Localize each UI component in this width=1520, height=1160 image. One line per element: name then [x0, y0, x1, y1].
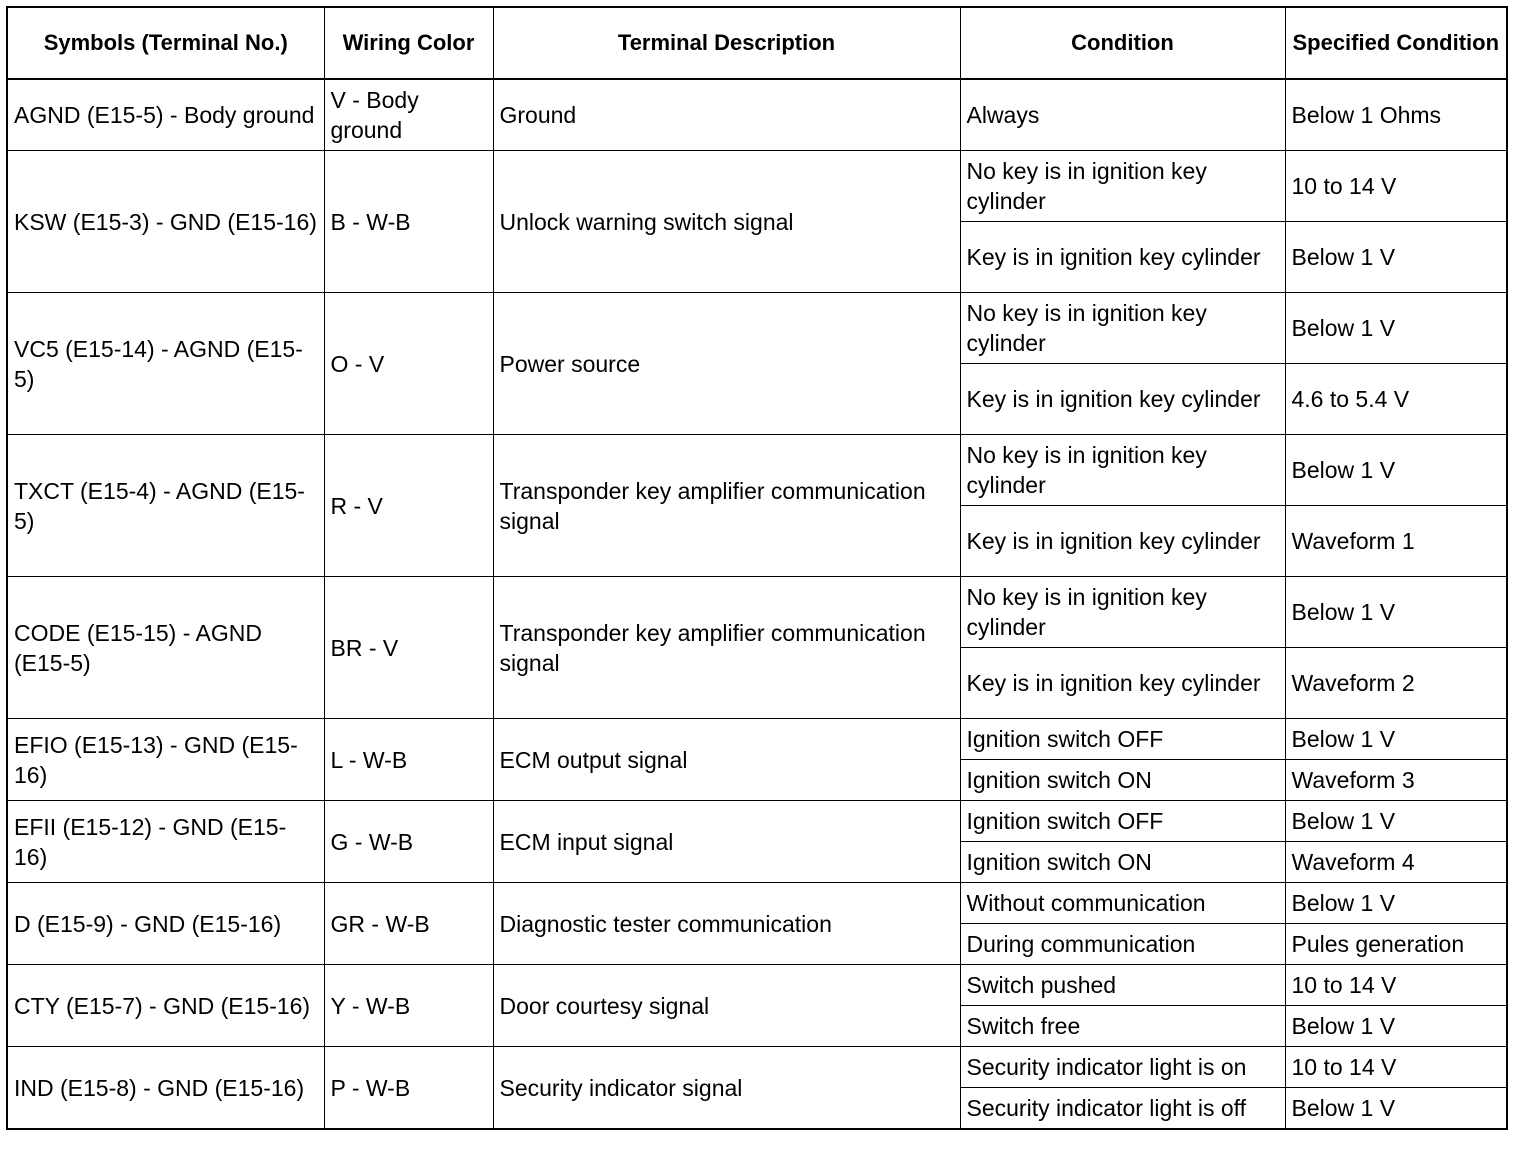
symbols-cell: CODE (E15-15) - AGND (E15-5): [7, 577, 324, 719]
terminal-description-cell: Transponder key amplifier communication signal: [493, 435, 960, 577]
table-row: [7, 801, 1507, 842]
table-row: [7, 883, 1507, 924]
header-specified-condition: Specified Condition: [1285, 7, 1507, 79]
terminal-description-cell: Ground: [493, 79, 960, 151]
table-row: [7, 151, 1507, 222]
condition-cell: During communication: [960, 924, 1285, 965]
table-row: [7, 577, 1507, 648]
specified-condition-cell: 10 to 14 V: [1285, 965, 1507, 1006]
table-body: [7, 79, 1507, 1129]
condition-cell: Security indicator light is on: [960, 1047, 1285, 1088]
symbols-cell: D (E15-9) - GND (E15-16): [7, 883, 324, 965]
specified-condition-cell: 10 to 14 V: [1285, 1047, 1507, 1088]
condition-cell: Key is in ignition key cylinder: [960, 648, 1285, 719]
condition-cell: Key is in ignition key cylinder: [960, 506, 1285, 577]
terminal-description-cell: Door courtesy signal: [493, 965, 960, 1047]
specified-condition-cell: Waveform 4: [1285, 842, 1507, 883]
specified-condition-cell: Below 1 V: [1285, 719, 1507, 760]
specified-condition-cell: Below 1 V: [1285, 1006, 1507, 1047]
terminal-description-cell: ECM output signal: [493, 719, 960, 801]
condition-cell: Ignition switch OFF: [960, 801, 1285, 842]
terminal-description-cell: ECM input signal: [493, 801, 960, 883]
table-row: [7, 435, 1507, 506]
specified-condition-cell: 4.6 to 5.4 V: [1285, 364, 1507, 435]
header-symbols: Symbols (Terminal No.): [7, 7, 324, 79]
condition-cell: Switch free: [960, 1006, 1285, 1047]
specified-condition-cell: Waveform 2: [1285, 648, 1507, 719]
condition-cell: Key is in ignition key cylinder: [960, 222, 1285, 293]
condition-cell: No key is in ignition key cylinder: [960, 435, 1285, 506]
terminal-description-cell: Unlock warning switch signal: [493, 151, 960, 293]
specified-condition-cell: Below 1 V: [1285, 801, 1507, 842]
terminal-description-cell: Diagnostic tester communication: [493, 883, 960, 965]
specified-condition-cell: Below 1 Ohms: [1285, 79, 1507, 151]
wiring-color-cell: Y - W-B: [324, 965, 493, 1047]
terminal-spec-table: [6, 6, 1508, 1130]
condition-cell: No key is in ignition key cylinder: [960, 577, 1285, 648]
table-row: [7, 965, 1507, 1006]
condition-cell: No key is in ignition key cylinder: [960, 151, 1285, 222]
wiring-color-cell: V - Body ground: [324, 79, 493, 151]
condition-cell: Ignition switch OFF: [960, 719, 1285, 760]
table-row: [7, 1047, 1507, 1088]
specified-condition-cell: Below 1 V: [1285, 435, 1507, 506]
symbols-cell: EFII (E15-12) - GND (E15-16): [7, 801, 324, 883]
wiring-color-cell: GR - W-B: [324, 883, 493, 965]
specified-condition-cell: Pules generation: [1285, 924, 1507, 965]
header-terminal-description: Terminal Description: [493, 7, 960, 79]
symbols-cell: VC5 (E15-14) - AGND (E15-5): [7, 293, 324, 435]
specified-condition-cell: 10 to 14 V: [1285, 151, 1507, 222]
condition-cell: Security indicator light is off: [960, 1088, 1285, 1130]
table-row: [7, 293, 1507, 364]
wiring-color-cell: R - V: [324, 435, 493, 577]
condition-cell: Ignition switch ON: [960, 760, 1285, 801]
wiring-color-cell: G - W-B: [324, 801, 493, 883]
header-wiring-color: Wiring Color: [324, 7, 493, 79]
terminal-description-cell: Security indicator signal: [493, 1047, 960, 1130]
condition-cell: Key is in ignition key cylinder: [960, 364, 1285, 435]
specified-condition-cell: Below 1 V: [1285, 577, 1507, 648]
specified-condition-cell: Below 1 V: [1285, 293, 1507, 364]
table-row: [7, 79, 1507, 151]
symbols-cell: AGND (E15-5) - Body ground: [7, 79, 324, 151]
wiring-color-cell: BR - V: [324, 577, 493, 719]
wiring-color-cell: L - W-B: [324, 719, 493, 801]
terminal-description-cell: Transponder key amplifier communication signal: [493, 577, 960, 719]
table-header-row: [7, 7, 1507, 79]
specified-condition-cell: Waveform 3: [1285, 760, 1507, 801]
condition-cell: Without communication: [960, 883, 1285, 924]
wiring-color-cell: B - W-B: [324, 151, 493, 293]
symbols-cell: KSW (E15-3) - GND (E15-16): [7, 151, 324, 293]
table-row: [7, 719, 1507, 760]
wiring-color-cell: O - V: [324, 293, 493, 435]
condition-cell: Ignition switch ON: [960, 842, 1285, 883]
condition-cell: Always: [960, 79, 1285, 151]
symbols-cell: TXCT (E15-4) - AGND (E15-5): [7, 435, 324, 577]
specified-condition-cell: Below 1 V: [1285, 222, 1507, 293]
symbols-cell: EFIO (E15-13) - GND (E15-16): [7, 719, 324, 801]
condition-cell: Switch pushed: [960, 965, 1285, 1006]
specified-condition-cell: Below 1 V: [1285, 883, 1507, 924]
symbols-cell: IND (E15-8) - GND (E15-16): [7, 1047, 324, 1130]
header-condition: Condition: [960, 7, 1285, 79]
specified-condition-cell: Waveform 1: [1285, 506, 1507, 577]
symbols-cell: CTY (E15-7) - GND (E15-16): [7, 965, 324, 1047]
condition-cell: No key is in ignition key cylinder: [960, 293, 1285, 364]
terminal-description-cell: Power source: [493, 293, 960, 435]
wiring-color-cell: P - W-B: [324, 1047, 493, 1130]
specified-condition-cell: Below 1 V: [1285, 1088, 1507, 1130]
